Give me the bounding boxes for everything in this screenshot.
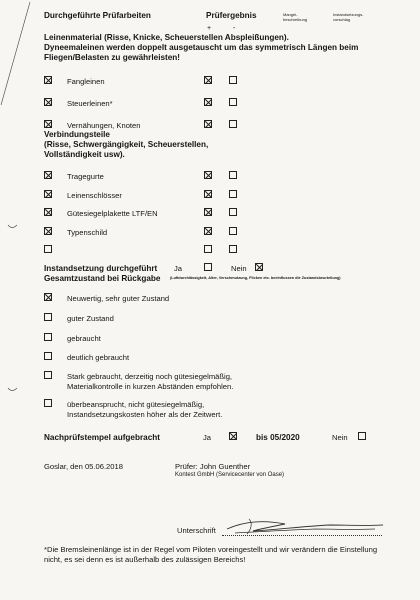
instandsetzung-label: Instandsetzung durchgeführt (44, 264, 158, 273)
item-label: Vernähungen, Knoten (67, 121, 141, 130)
condition-label: guter Zustand (67, 314, 114, 323)
instandsetzung-nein-label: Nein (231, 264, 247, 273)
instandsetzung-ja-label: Ja (174, 264, 183, 273)
item-label: Tragegurte (67, 172, 104, 181)
pruefer-name: Prüfer: John Guenther (175, 462, 251, 471)
condition-label: gebraucht (67, 334, 101, 343)
stempel-ja-label: Ja (203, 433, 212, 442)
condition-label: überbeansprucht, nicht gütesiegelmäßig, Instandsetzungskosten höher als der Zeitwert. (67, 400, 223, 419)
instand-header: Instandsetzungs- vorschlag (333, 12, 364, 22)
gesamt-note: (Luftdurchlässigkeit, Alter, Verschmutzung, Flicken etc. beeinflussen die Zustandsbeurteilung) (170, 276, 341, 280)
item-label: Fangleinen (67, 77, 105, 86)
condition-label: Neuwertig, sehr guter Zustand (67, 294, 170, 303)
item-label: Steuerleinen* (67, 99, 113, 108)
footnote: *Die Bremsleinenlänge ist in der Regel vom Piloten voreingestellt und wir verändern die Einstellung nicht, es sei denn es ist außerhalb des zulässigen Bereichs! (44, 545, 378, 564)
plus-header: + (207, 25, 212, 32)
place-date: Goslar, den 05.06.2018 (44, 462, 123, 471)
stempel-nein-label: Nein (332, 433, 348, 442)
item-label: Gütesiegelplakette LTF/EN (67, 209, 158, 218)
condition-label: Stark gebraucht, derzeitig noch gütesiegelmäßig, Materialkontrolle in kurzen Abständen empfohlen. (67, 372, 234, 391)
hole-mark-bottom (8, 388, 17, 391)
item-label: Typenschild (67, 227, 108, 237)
item-label: Leinenschlösser (67, 190, 122, 200)
result-header: Prüfergebnis (206, 11, 257, 20)
mangel-header: Mangel- beschreibung (283, 12, 308, 22)
minus-header: - (233, 25, 236, 32)
leinen-heading: Leinenmaterial (Risse, Knicke, Scheuerstellen Abspleißungen). Dyneemaleinen werden doppelt ausgetauscht um das symmetrisch Längen beim Fliegen/Belasten zu gewährleisten! (44, 33, 359, 62)
condition-label: deutlich gebraucht (67, 353, 130, 362)
pruefer-company: Kontest GmbH (Servicecenter von Oase) (175, 472, 285, 478)
gesamt-label: Gesamtzustand bei Rückgabe (44, 274, 161, 283)
stempel-date: bis 05/2020 (256, 433, 300, 442)
stempel-label: Nachprüfstempel aufgebracht (44, 433, 161, 442)
scan-line (1, 2, 30, 105)
section-title: Durchgeführte Prüfarbeiten (44, 11, 151, 20)
hole-mark-top (8, 225, 17, 228)
verbindung-heading: Verbindungsteile (Risse, Schwergängigkeit, Scheuerstellen, Vollständigkeit usw). (44, 130, 209, 159)
signature-label: Unterschrift (177, 526, 216, 535)
